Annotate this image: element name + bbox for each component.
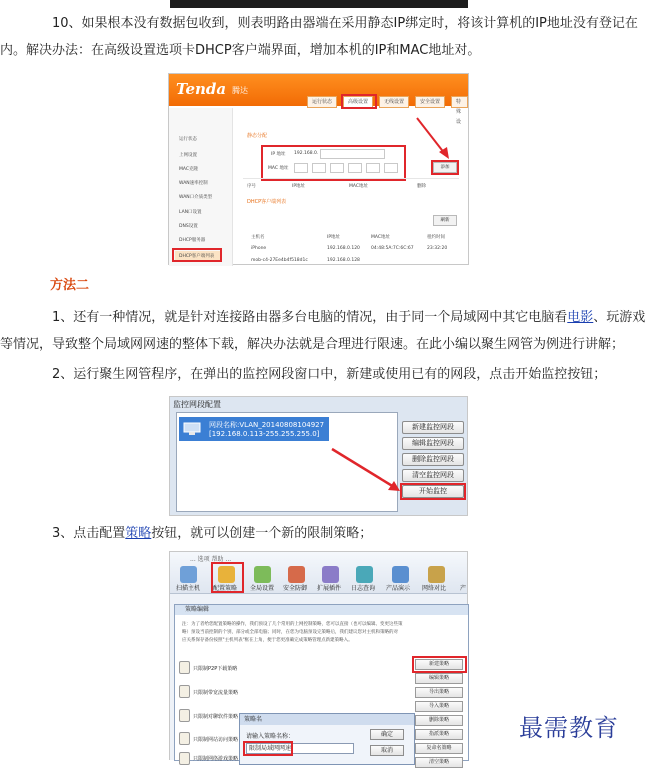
tenda-side-item-dhcp-clients[interactable]: DHCP客户端列表 (175, 251, 221, 261)
paragraph-1-line-2: 等情况，导致整个局域网网速的整体下载，解决办法就是合理进行限速。在此小编以聚生网管为例进行讲解； (0, 337, 625, 352)
policy-chat[interactable]: 只限制对聊软件策略 (193, 714, 239, 720)
policy-name-highlight (243, 741, 293, 756)
tool-scan-host[interactable]: 扫描主机 (176, 585, 201, 592)
policy-bandwidth[interactable]: 只限制带宽流量策略 (193, 690, 239, 696)
tenda-side-item-lan[interactable]: LAN口设置 (179, 210, 202, 215)
tenda-side-highlight (172, 248, 222, 262)
tenda-table2-header-host: 主机名 (251, 235, 265, 240)
delete-policy-button[interactable]: 删除策略 (415, 715, 463, 726)
tenda-side-item-dhcp-server[interactable]: DHCP服务器 (179, 238, 206, 243)
tool-security-defense[interactable]: 安全防御 (283, 585, 308, 592)
tenda-add-highlight (431, 160, 459, 175)
tenda-tab-wireless[interactable]: 无线设置 (379, 96, 409, 108)
scan-host-icon[interactable] (180, 566, 197, 583)
movie-link[interactable]: 电影 (567, 310, 594, 325)
edit-policy-button[interactable]: 编辑策略 (415, 673, 463, 684)
tenda-row1-ip: 192.168.0.120 (327, 246, 360, 251)
tenda-row1-host: iPhone (251, 246, 267, 251)
tenda-refresh-button[interactable]: 刷新 (433, 215, 457, 226)
clear-segment-button[interactable]: 清空监控网段 (402, 469, 464, 482)
tenda-side-item-mac-clone[interactable]: MAC克隆 (179, 167, 199, 172)
monitor-segment-item[interactable] (179, 417, 329, 441)
tenda-side-item-wan-rate[interactable]: WAN速率控制 (179, 181, 208, 186)
tenda-arrow-icon (413, 114, 453, 162)
tool-log-query[interactable]: 日志查询 (351, 585, 376, 592)
policy-note-line-1: 注：为了者给您配置策略的操作，我们预设了几个常用的上网控制策略，您可以直接（也可以编辑、变更这些策 (182, 622, 403, 627)
policy-name-label: 请输入策略名称： (246, 733, 295, 740)
tenda-add-button[interactable]: 添加 (433, 162, 457, 173)
tenda-side-item-internet[interactable]: 上网设置 (179, 153, 197, 158)
policy-ok-button[interactable]: 确定 (370, 729, 404, 740)
paragraph-1-text-b: 、玩游戏 (593, 310, 645, 325)
monitor-segment-name: 网段名称:VLAN_20140808104927 (209, 421, 325, 429)
policy-editor-window (174, 604, 469, 765)
paragraph-3-text-a: 3、点击配置 (52, 526, 126, 541)
tenda-static-title: 静态分配 (247, 133, 268, 139)
monitor-arrow-icon (328, 443, 404, 495)
extension-plugin-icon[interactable] (322, 566, 339, 583)
tenda-table2-header-ip: IP地址 (327, 235, 341, 240)
network-compare-icon[interactable] (428, 566, 445, 583)
paragraph-1-text-a: 1、还有一种情况，就是针对连接路由器多台电脑的情况，由于同一个局域网中其它电脑看 (52, 310, 568, 325)
method-two-heading: 方法二 (50, 278, 90, 293)
tenda-ip-input[interactable] (320, 149, 385, 159)
security-defense-icon[interactable] (288, 566, 305, 583)
clear-policy-button[interactable]: 清空策略 (415, 757, 463, 768)
new-segment-button[interactable]: 新建监控网段 (402, 421, 464, 434)
policy-p2p-icon (179, 661, 190, 674)
tenda-mac-input-5[interactable] (366, 163, 380, 173)
tenda-client-title: DHCP客户端列表 (247, 199, 287, 205)
tenda-logo-cn: 腾达 (232, 86, 248, 95)
policy-game[interactable]: 只限制网络游戏策略 (193, 756, 239, 762)
tool-network-compare[interactable]: 网络对比 (422, 585, 447, 592)
assign-policy-button[interactable]: 指派策略 (415, 729, 463, 740)
tenda-row2-ip: 192.168.0.128 (327, 258, 360, 263)
paragraph-10-line-2: 内。解决办法：在高级设置选项卡DHCP客户端界面，增加本机的IP和MAC地址对。 (0, 43, 481, 58)
tenda-table2-header-lease: 租约时间 (427, 235, 445, 240)
julong-menu-bar: ... 选项 帮助 ... (190, 556, 232, 563)
rename-policy-button[interactable]: 复命名策略 (415, 743, 463, 754)
policy-chat-icon (179, 709, 190, 722)
tenda-row1-lease: 23:32:20 (427, 246, 448, 251)
tool-product-demo[interactable]: 产品演示 (386, 585, 411, 592)
policy-name-input[interactable]: 限制局域网网速 (246, 743, 354, 754)
julong-program-screenshot (169, 551, 468, 765)
monitor-dialog-title: 监控网段配置 (173, 400, 221, 409)
policy-cancel-button[interactable]: 取消 (370, 745, 404, 756)
tool-more[interactable]: 产 (460, 585, 467, 592)
tenda-mac-input-2[interactable] (312, 163, 326, 173)
tenda-tab-advanced[interactable]: 高级设置 (343, 96, 373, 108)
tenda-side-item-wan-media[interactable]: WAN口介质类型 (179, 195, 213, 200)
paragraph-10-line-1: 10、如果根本没有数据包收到，则表明路由器端在采用静态IP绑定时，将该计算机的IP地址没有登记在 (52, 16, 638, 31)
tenda-router-screenshot (168, 73, 469, 265)
tenda-mac-input-6[interactable] (384, 163, 398, 173)
export-policy-button[interactable]: 导出策略 (415, 687, 463, 698)
policy-name-dialog (239, 713, 415, 765)
top-image-strip (170, 0, 468, 8)
config-policy-highlight (211, 562, 244, 593)
edit-segment-button[interactable]: 编辑监控网段 (402, 437, 464, 450)
paragraph-3 (52, 520, 372, 547)
julong-toolbar (170, 552, 467, 594)
policy-name-dialog-title: 策略名 (240, 714, 414, 725)
policy-game-icon (179, 752, 190, 765)
tenda-row2-host: mob-c4-27Ee4b4f518d1c (251, 258, 308, 263)
monitor-dialog-screenshot (169, 396, 468, 516)
start-monitor-highlight (400, 483, 466, 500)
policy-note-line-2: 略）预设当前控制的个别，部分或全部电脑；同时，在您为电脑预设完策略后，我们建议您对主机和策略的对 (182, 630, 398, 635)
tenda-side-item-dns[interactable]: DNS设置 (179, 224, 198, 229)
tenda-table1-header-ip: IP地址 (292, 184, 306, 189)
tenda-tab-special[interactable]: 特殊设 (451, 96, 468, 108)
policy-web-icon (179, 732, 190, 745)
tenda-mac-input-1[interactable] (294, 163, 308, 173)
tenda-mac-label: MAC 地址 (268, 166, 289, 171)
tenda-ip-prefix: 192.168.0. (294, 151, 319, 156)
tenda-side-item-status[interactable]: 运行状态 (179, 137, 197, 142)
tenda-row1-mac: 04:48:5A:7C:6C:67 (371, 246, 414, 251)
tenda-table1-header-no: 序号 (247, 184, 256, 189)
tenda-tab-security[interactable]: 安全设置 (415, 96, 445, 108)
tenda-divider (243, 178, 459, 179)
import-policy-button[interactable]: 导入策略 (415, 701, 463, 712)
paragraph-2: 2、运行聚生网管程序，在弹出的监控网段窗口中，新建或使用已有的网段，点击开始监控按钮； (52, 367, 607, 382)
tenda-mac-input-4[interactable] (348, 163, 362, 173)
network-segment-icon (183, 422, 201, 436)
global-settings-icon[interactable] (254, 566, 271, 583)
log-query-icon[interactable] (356, 566, 373, 583)
policy-note-line-3: 应关系保存备份按照"主机列表"框在上角，便于您更准确完成策略管理点新建策略入。 (182, 638, 353, 643)
start-monitor-button[interactable]: 开始监控 (402, 485, 464, 498)
product-demo-icon[interactable] (392, 566, 409, 583)
tenda-table2-header-mac: MAC地址 (371, 235, 391, 240)
monitor-segment-range: [192.168.0.113-255.255.255.0] (209, 430, 320, 438)
policy-editor-title: 策略编辑 (175, 605, 468, 615)
policy-link[interactable]: 策略 (125, 526, 152, 541)
delete-segment-button[interactable]: 删除监控网段 (402, 453, 464, 466)
new-policy-button[interactable]: 新建策略 (415, 659, 463, 670)
tenda-mac-input-3[interactable] (330, 163, 344, 173)
tenda-tab-highlight (341, 94, 377, 109)
new-policy-highlight (412, 656, 467, 673)
tool-global-settings[interactable]: 全局设置 (250, 585, 275, 592)
tenda-table1-header-delete: 删除 (417, 184, 426, 189)
tenda-table1-header-mac: MAC地址 (349, 184, 369, 189)
policy-bandwidth-icon (179, 685, 190, 698)
tool-config-policy[interactable]: 配置策略 (213, 585, 238, 592)
paragraph-1-line-1 (52, 304, 645, 331)
tenda-logo: Tenda (176, 80, 227, 98)
policy-web[interactable]: 只限制网站访问策略 (193, 737, 239, 743)
tenda-ip-label: IP 地址 (271, 152, 286, 157)
tenda-tab-status[interactable]: 运行状态 (307, 96, 337, 108)
tenda-sidebar (169, 108, 233, 266)
policy-p2p[interactable]: 只限制P2P下载策略 (193, 666, 238, 672)
tool-extension-plugin[interactable]: 扩展插件 (317, 585, 342, 592)
watermark: 最需教育 (519, 714, 619, 742)
paragraph-3-text-b: 按钮，就可以创建一个新的限制策略； (151, 526, 373, 541)
